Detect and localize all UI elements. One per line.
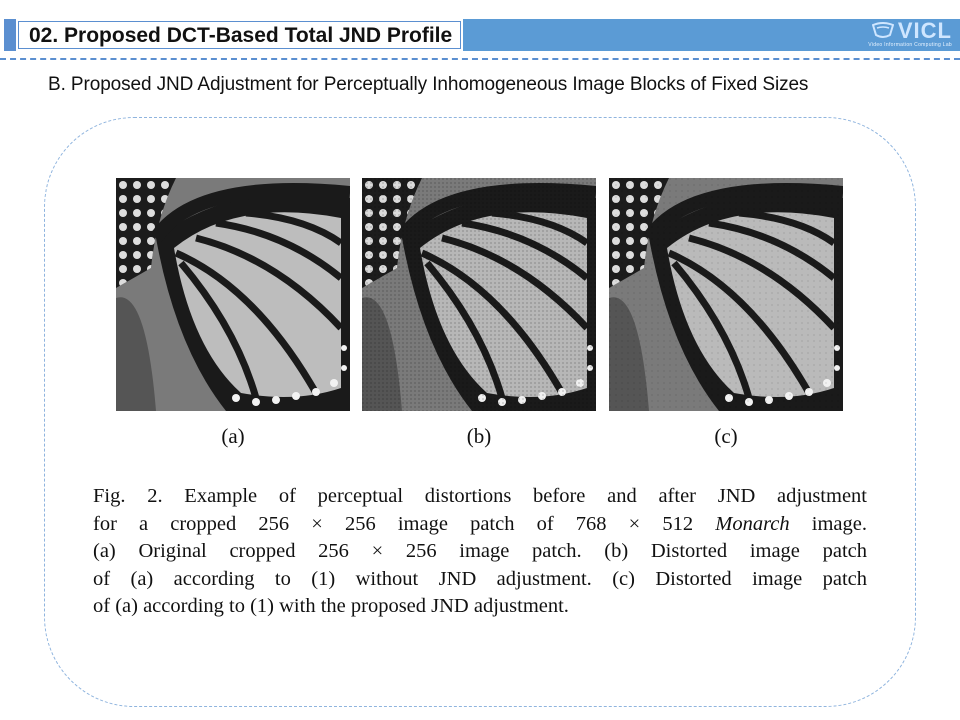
butterfly-wing-image: [116, 178, 350, 411]
title-divider: [0, 58, 960, 60]
caption-line-2: [93, 511, 867, 539]
logo-mark-icon: [872, 22, 894, 40]
panel-label-c: (c): [714, 424, 738, 448]
slide-title: 02. Proposed DCT-Based Total JND Profile: [18, 21, 461, 49]
monarch-image-a: [116, 178, 350, 411]
caption-line-2c: image.: [789, 512, 867, 535]
caption-line-2a: for a cropped 256 × 256 image patch of 768 × 512: [93, 512, 716, 535]
monarch-image-c: [609, 178, 843, 411]
logo-subtext: Video Information Computing Lab: [868, 42, 952, 48]
butterfly-wing-image: [362, 178, 596, 411]
butterfly-wing-image: [609, 178, 843, 411]
section-subtitle: B. Proposed JND Adjustment for Perceptually Inhomogeneous Image Blocks of Fixed Sizes: [48, 74, 809, 95]
panel-label-a: (a): [221, 424, 245, 448]
caption-line-3: (a) Original cropped 256 × 256 image patch. (b) Distorted image patch: [93, 540, 867, 562]
panel-label-b: (b): [466, 424, 492, 448]
caption-monarch: Monarch: [715, 512, 790, 535]
figure-caption: [93, 483, 867, 621]
title-band: [463, 19, 960, 51]
caption-line-1: Fig. 2. Example of perceptual distortions before and after JND adjustment: [93, 485, 867, 507]
vicl-logo: [868, 20, 952, 50]
caption-line-4: of (a) according to (1) without JND adjustment. (c) Distorted image patch: [93, 567, 867, 590]
caption-line-5: of (a) according to (1) with the proposed JND adjustment.: [93, 595, 569, 617]
logo-text: VICL: [897, 18, 952, 43]
header-bar: [0, 19, 960, 51]
title-accent: [4, 19, 16, 51]
monarch-image-b: [362, 178, 596, 411]
